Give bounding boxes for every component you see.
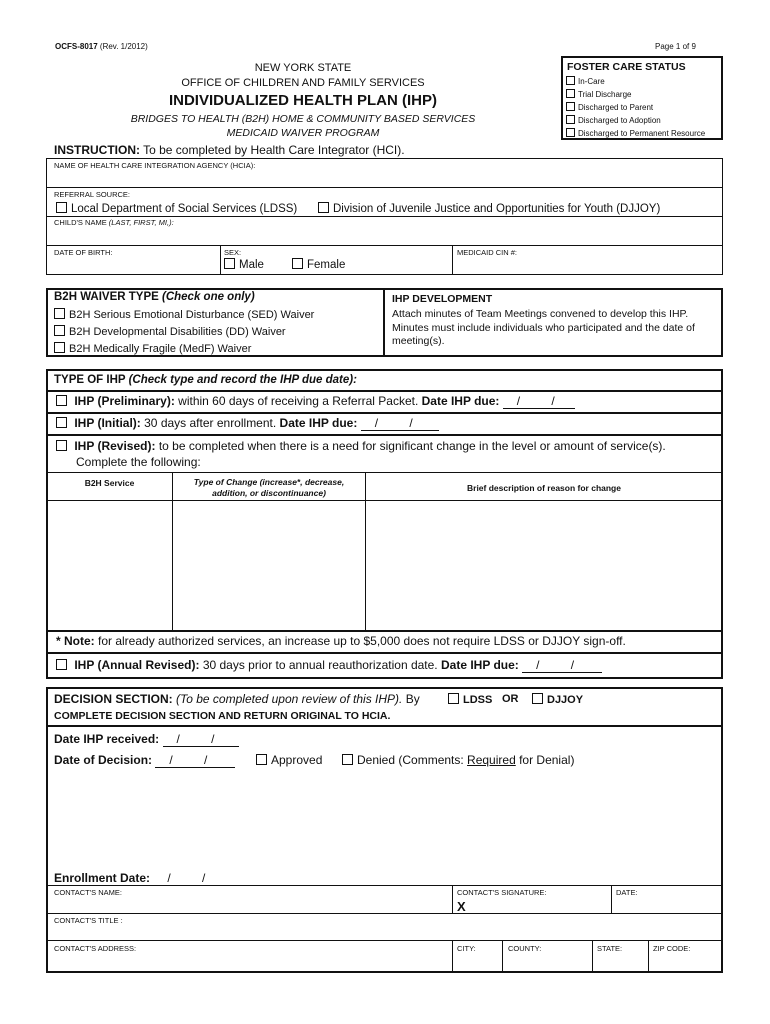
decision-title: DECISION SECTION: (To be completed upon review of this IHP). By	[54, 692, 420, 706]
type-ihp-title: TYPE OF IHP (Check type and record the IHP due date):	[54, 374, 357, 386]
foster-option-trial-discharge[interactable]: Trial Discharge	[566, 88, 705, 101]
waiver-option-medf[interactable]: B2H Medically Fragile (MedF) Waiver	[54, 342, 251, 355]
medicaid-cin-label: MEDICAID CIN #:	[457, 248, 518, 257]
office-name: OFFICE OF CHILDREN AND FAMILY SERVICES	[181, 77, 425, 89]
sex-female-option[interactable]: Female	[292, 258, 345, 271]
ihp-preliminary-option[interactable]: IHP (Preliminary): within 60 days of receiving a Referral Packet. Date IHP due: / /	[56, 394, 575, 409]
preliminary-due-date[interactable]: / /	[503, 394, 575, 409]
subtitle-2: MEDICAID WAIVER PROGRAM	[226, 127, 380, 139]
ihp-revised-option[interactable]: IHP (Revised): to be completed when there is a need for significant change in the level or amount of service(s).	[56, 439, 666, 453]
waiver-option-dd[interactable]: B2H Developmental Disabilities (DD) Waiver	[54, 325, 286, 338]
contact-name-input[interactable]	[48, 897, 448, 911]
hcia-name-label: NAME OF HEALTH CARE INTEGRATION AGENCY (HCIA):	[54, 161, 256, 170]
decision-comments-area[interactable]	[48, 772, 721, 868]
city-label: CITY:	[457, 944, 476, 953]
checkbox-icon[interactable]	[56, 417, 67, 428]
contact-title-input[interactable]	[48, 925, 721, 939]
col-reason: Brief description of reason for change	[467, 483, 621, 493]
checkbox-icon[interactable]	[566, 128, 575, 137]
checkbox-icon[interactable]	[56, 659, 67, 670]
checkbox-icon[interactable]	[566, 76, 575, 85]
referral-ldss-option[interactable]: Local Department of Social Services (LDSS)	[56, 202, 297, 215]
decision-instruction: COMPLETE DECISION SECTION AND RETURN ORIGINAL TO HCIA.	[54, 710, 391, 722]
foster-option-discharged-permanent[interactable]: Discharged to Permanent Resource	[566, 127, 705, 140]
ihp-development-text: Attach minutes of Team Meetings convened to develop this IHP. Minutes must include individuals who participated and the date of meeting(s).	[392, 308, 695, 347]
checkbox-icon[interactable]	[256, 754, 267, 765]
col-type-of-change: Type of Change (increase*, decrease, addition, or discontinuance)	[193, 477, 345, 498]
initial-due-date[interactable]: / /	[361, 416, 439, 431]
checkbox-icon[interactable]	[318, 202, 329, 213]
checkbox-icon[interactable]	[532, 693, 543, 704]
contact-address-label: CONTACT'S ADDRESS:	[54, 944, 137, 953]
decision-or: OR	[502, 693, 519, 705]
checkbox-icon[interactable]	[56, 440, 67, 451]
approved-option[interactable]: Approved	[256, 753, 322, 767]
denied-option[interactable]: Denied (Comments: Required for Denial)	[342, 753, 574, 767]
foster-option-in-care[interactable]: In-Care	[566, 75, 705, 88]
page-title: INDIVIDUALIZED HEALTH PLAN (IHP)	[168, 92, 438, 109]
contact-name-label: CONTACT'S NAME:	[54, 888, 122, 897]
state-label: STATE:	[597, 944, 623, 953]
contact-title-label: CONTACT'S TITLE :	[54, 916, 123, 925]
hcia-name-input[interactable]	[48, 160, 721, 186]
form-id: OCFS-8017 (Rev. 1/2012)	[55, 42, 148, 51]
referral-source-label: REFERRAL SOURCE:	[54, 190, 130, 199]
date-label: DATE:	[616, 888, 638, 897]
checkbox-icon[interactable]	[54, 342, 65, 353]
ihp-initial-option[interactable]: IHP (Initial): 30 days after enrollment. Date IHP due: / /	[56, 416, 439, 431]
waiver-title: B2H WAIVER TYPE (Check one only)	[54, 291, 255, 303]
foster-option-discharged-parent[interactable]: Discharged to Parent	[566, 101, 705, 114]
instruction: INSTRUCTION: To be completed by Health Care Integrator (HCI).	[54, 143, 405, 157]
foster-option-discharged-adoption[interactable]: Discharged to Adoption	[566, 114, 705, 127]
table-cell-change[interactable]	[174, 502, 364, 629]
checkbox-icon[interactable]	[54, 308, 65, 319]
dob-label: DATE OF BIRTH:	[54, 248, 113, 257]
note: * Note: for already authorized services, an increase up to $5,000 does not require LDSS or DJJOY sign-off.	[56, 634, 626, 648]
ihp-development-title: IHP DEVELOPMENT	[392, 293, 493, 305]
contact-signature-label: CONTACT'S SIGNATURE:	[457, 888, 547, 897]
referral-djjoy-option[interactable]: Division of Juvenile Justice and Opportunities for Youth (DJJOY)	[318, 202, 660, 215]
waiver-option-sed[interactable]: B2H Serious Emotional Disturbance (SED) Waiver	[54, 308, 314, 321]
annual-due-date[interactable]: / /	[522, 658, 602, 673]
checkbox-icon[interactable]	[54, 325, 65, 336]
table-cell-service[interactable]	[48, 502, 171, 629]
sex-male-option[interactable]: Male	[224, 258, 264, 271]
checkbox-icon[interactable]	[56, 395, 67, 406]
date-received[interactable]: Date IHP received: / /	[54, 732, 239, 747]
foster-care-title: FOSTER CARE STATUS	[567, 61, 686, 73]
decision-ldss-option[interactable]: LDSS	[448, 693, 492, 706]
page-number: Page 1 of 9	[655, 42, 696, 51]
childs-name-input[interactable]	[48, 228, 721, 244]
zip-label: ZIP CODE:	[653, 944, 691, 953]
checkbox-icon[interactable]	[566, 115, 575, 124]
signature-x[interactable]: X	[457, 899, 466, 914]
enrollment-date[interactable]: Enrollment Date: / /	[54, 871, 229, 886]
subtitle-1: BRIDGES TO HEALTH (B2H) HOME & COMMUNITY BASED SERVICES	[130, 113, 476, 125]
checkbox-icon[interactable]	[224, 258, 235, 269]
checkbox-icon[interactable]	[56, 202, 67, 213]
checkbox-icon[interactable]	[566, 89, 575, 98]
ihp-revised-complete: Complete the following:	[76, 455, 201, 469]
state-name: NEW YORK STATE	[254, 62, 352, 74]
sex-label: SEX:	[224, 248, 242, 257]
foster-care-status-box	[561, 56, 723, 140]
childs-name-label: CHILD'S NAME (LAST, FIRST, MI,):	[54, 218, 174, 227]
date-of-decision[interactable]: Date of Decision: / /	[54, 753, 235, 768]
checkbox-icon[interactable]	[566, 102, 575, 111]
decision-djjoy-option[interactable]: DJJOY	[532, 693, 583, 706]
table-cell-reason[interactable]	[367, 502, 721, 629]
checkbox-icon[interactable]	[342, 754, 353, 765]
ihp-annual-option[interactable]: IHP (Annual Revised): 30 days prior to annual reauthorization date. Date IHP due: / /	[56, 658, 602, 673]
col-b2h-service: B2H Service	[84, 478, 135, 488]
county-label: COUNTY:	[508, 944, 542, 953]
checkbox-icon[interactable]	[448, 693, 459, 704]
checkbox-icon[interactable]	[292, 258, 303, 269]
